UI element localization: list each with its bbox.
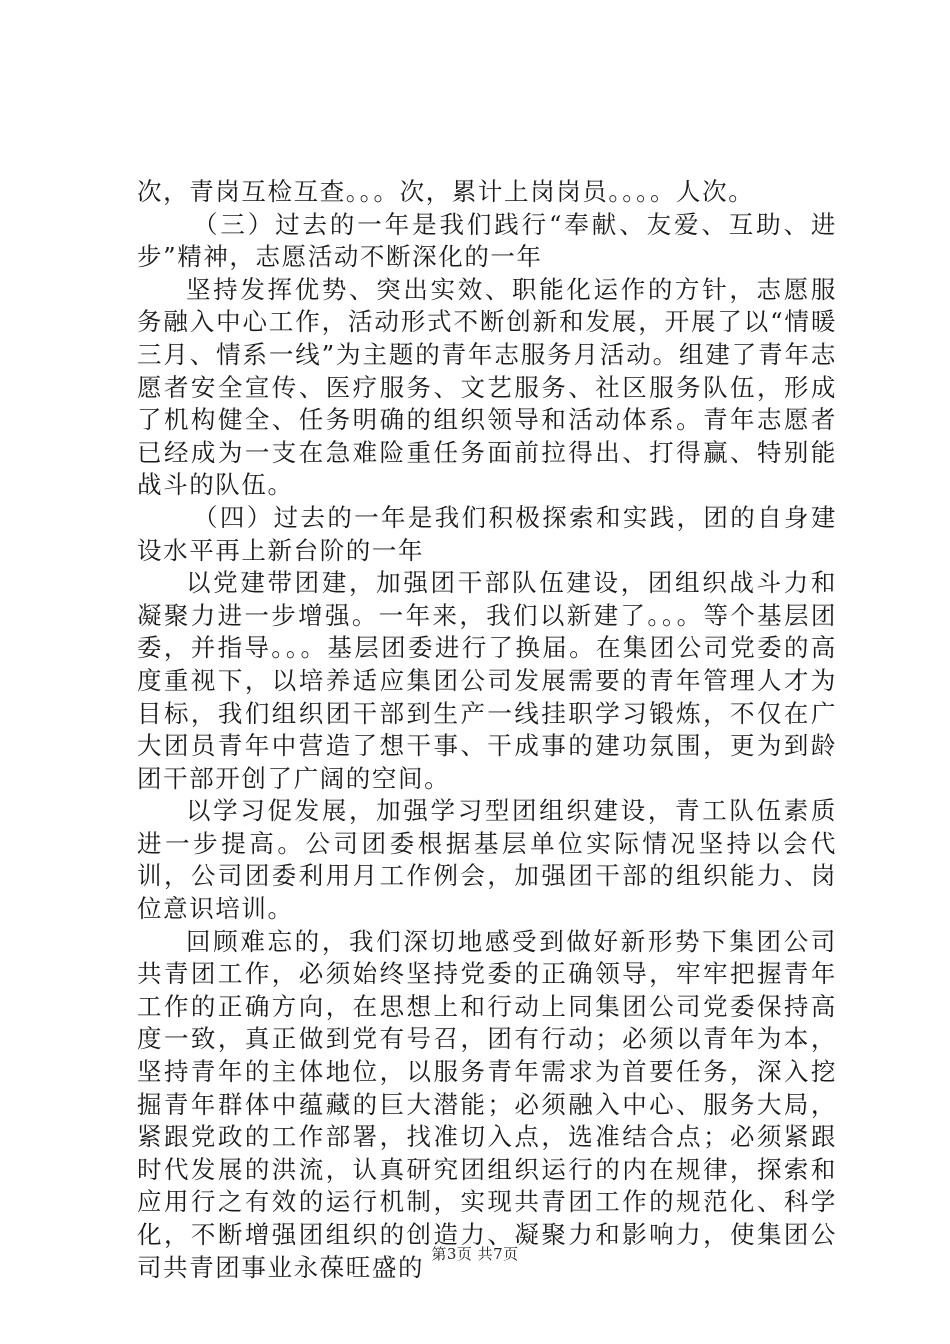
paragraph-review: 回顾难忘的，我们深切地感受到做好新形势下集团公司共青团工作，必须始终坚持党委的正确领导，牢牢把握青年工作的正确方向，在思想上和行动上同集团公司党委保持高度一致，真正做到党有号召，团有行动；必须以青年为本，坚持青年的主体地位，以服务青年需求为首要任务，深入挖掘青年群体中蕴藏的巨大潜能；必须融入中心、服务大局，紧跟党政的工作部署，找准切入点，选准结合点；必须紧跟时代发展的洪流，认真研究团组织运行的内在规律，探索和应用行之有效的运行机制，实现共青团工作的规范化、科学化，不断增强团组织的创造力、凝聚力和影响力，使集团公司共青团事业永葆旺盛的: [137, 926, 837, 1282]
section-heading-four: （四）过去的一年是我们积极探索和实践，团的自身建设水平再上新台阶的一年: [137, 502, 837, 565]
paragraph-party-building: 以党建带团建，加强团干部队伍建设，团组织战斗力和凝聚力进一步增强。一年来，我们以新建了。。。等个基层团委，并指导。。。基层团委进行了换届。在集团公司党委的高度重视下，以培养适应集团公司发展需要的青年管理人才为目标，我们组织团干部到生产一线挂职学习锻炼，不仅在广大团员青年中营造了想干事、干成事的建功氛围，更为到龄团干部开创了广阔的空间。: [137, 568, 837, 793]
page-number-footer: 第3页 共7页: [431, 1245, 519, 1263]
paragraph-volunteer-service: 坚持发挥优势、突出实效、职能化运作的方针，志愿服务融入中心工作，活动形式不断创新和发展，开展了以“情暖三月、情系一线”为主题的青年志服务月活动。组建了青年志愿者安全宣传、医疗服务、文艺服务、社区服务队伍，形成了机构健全、任务明确的组织领导和活动体系。青年志愿者已经成为一支在急难险重任务面前拉得出、打得赢、特别能战斗的队伍。: [137, 274, 837, 500]
document-body: [137, 176, 837, 1284]
section-heading-three: （三）过去的一年是我们践行“奉献、友爱、互助、进步”精神，志愿活动不断深化的一年: [137, 209, 837, 272]
paragraph-learning-organization: 以学习促发展，加强学习型团组织建设，青工队伍素质进一步提高。公司团委根据基层单位实际情况坚持以会代训，公司团委利用月工作例会，加强团干部的组织能力、岗位意识培训。: [137, 796, 837, 924]
paragraph-continuation: 次，青岗互检互查。。。次，累计上岗岗员。。。。人次。: [137, 177, 755, 206]
